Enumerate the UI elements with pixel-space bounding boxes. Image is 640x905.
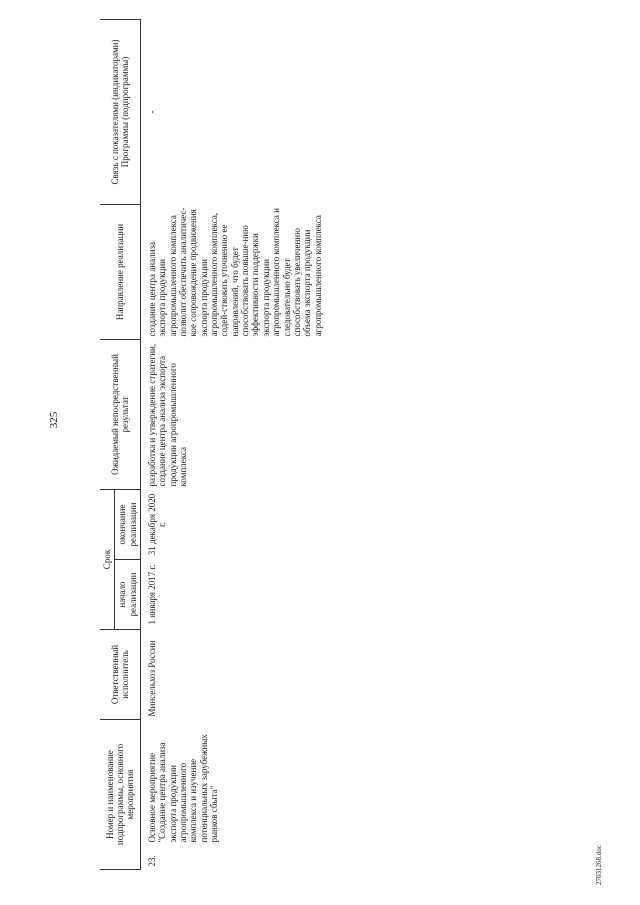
header-number-name: Номер и наименование подпрограммы, основного мероприятия (100, 720, 141, 870)
page-number: 325 (48, 411, 60, 429)
cell-expected: разработка и утверждение стратегии, создание центра анализа экспорта продукции агропромышленного комплекса (147, 343, 189, 487)
measures-table (100, 19, 325, 870)
cell-direction: создание центра анализа экспорта продукции агропромышленного комплекса позволит обеспечить аналитичес-кое сопровождение продвижения экспорта продукции агропромышленного комплекса, содей-ствовать уточнению ее направлений, что будет способствовать повыше-нию эффективности поддержки экспорта продукции агропромышленного комплекса и следовательно будет способствовать увеличению объема экспорта продукции агропромышленного комплекса (147, 207, 323, 337)
row-name: Основное мероприятие "Создание центра анализа экспорта продукции агропромышленного комплекса и изучение потенциальных зарубежных рынков сбыта" (147, 734, 220, 843)
table-row (141, 19, 325, 869)
header-responsible: Ответственный исполнитель (100, 630, 141, 720)
header-relation: Связь с показателями (индикаторами) Программы (подпрограммы) (100, 19, 141, 204)
cell-start: 1 января 2017 г. (147, 564, 158, 625)
cell-name (141, 720, 325, 870)
header-start: начало реализации (115, 560, 141, 630)
rotated-table-container (100, 20, 540, 870)
header-expected-result: Ожидаемый непосредственный результат (100, 339, 141, 489)
row-number: 23. (147, 855, 158, 867)
cell-relation: - (147, 110, 158, 114)
cell-end: 31 декабря 2020 г. (147, 493, 168, 556)
document-id: 27031268.doc (595, 845, 603, 885)
header-row-1 (100, 19, 115, 869)
header-term: Срок (100, 489, 115, 629)
cell-responsible: Минсельхоз России (147, 640, 158, 717)
header-direction: Направление реализации (100, 204, 141, 339)
header-end: окончание реализации (115, 489, 141, 559)
